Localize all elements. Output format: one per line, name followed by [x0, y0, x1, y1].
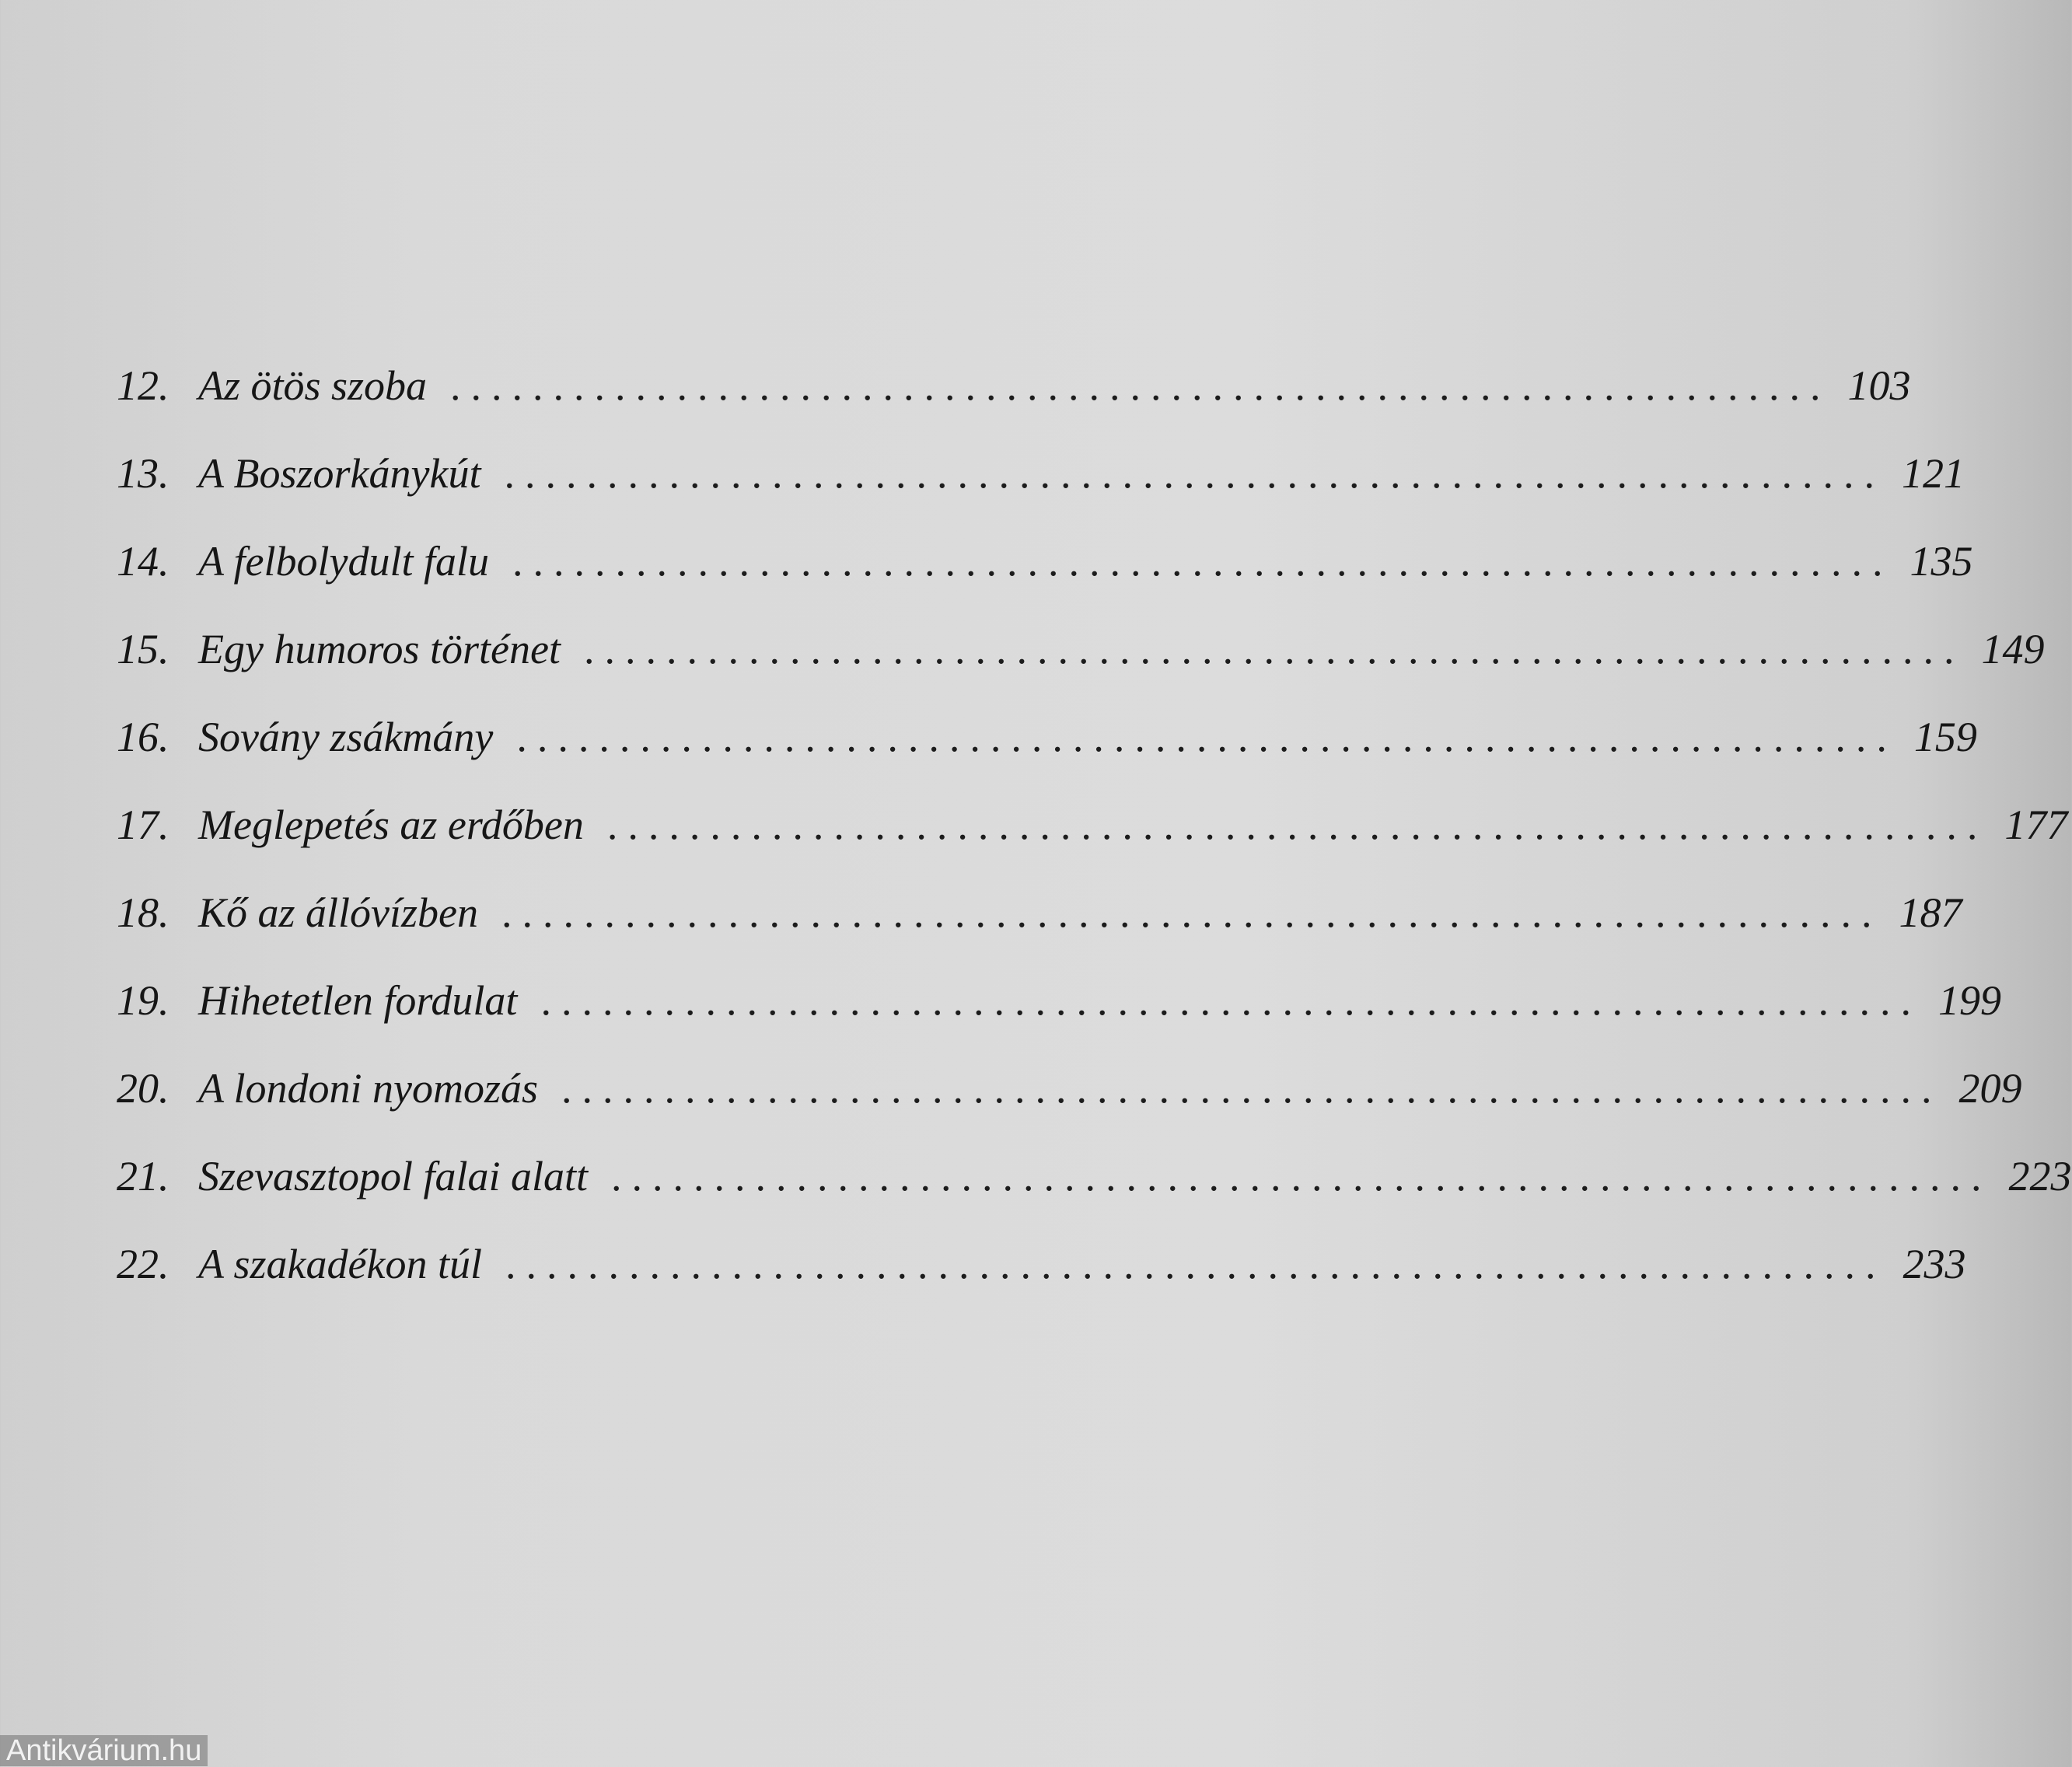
toc-row [117, 430, 1965, 518]
chapter-title: A londoni nyomozás [198, 1065, 539, 1112]
chapter-title: Egy humoros történet [198, 626, 561, 672]
page-number: 233 [1903, 1241, 1966, 1287]
chapter-number: 22. [117, 1241, 169, 1287]
toc-row [117, 1220, 1966, 1308]
chapter-number: 21. [117, 1153, 169, 1200]
dot-leader: ................................................................... [504, 450, 1885, 497]
toc-row [117, 342, 1911, 430]
chapter-title: A szakadékon túl [198, 1241, 482, 1287]
toc-row [117, 1045, 2022, 1133]
chapter-number: 19. [117, 977, 169, 1024]
toc-row [117, 1133, 2072, 1220]
dot-leader: ................................................................... [505, 1241, 1886, 1287]
chapter-number: 20. [117, 1065, 169, 1112]
chapter-title: Meglepetés az erdőben [198, 801, 584, 848]
page-number: 199 [1937, 977, 2001, 1024]
dot-leader: ................................................................... [516, 714, 1897, 760]
page-number: 159 [1913, 714, 1977, 760]
chapter-title: Kő az állóvízben [198, 889, 478, 936]
page-number: 187 [1899, 889, 1962, 936]
page-number: 135 [1910, 538, 1973, 585]
chapter-number: 15. [117, 626, 169, 672]
chapter-title: Az ötös szoba [198, 362, 428, 409]
chapter-title: A felbolydult falu [198, 538, 489, 585]
page-number: 177 [2004, 801, 2068, 848]
toc-row [117, 518, 1973, 606]
page-number: 223 [2008, 1153, 2072, 1200]
dot-leader: ................................................................... [561, 1065, 1942, 1112]
dot-leader: ................................................................... [450, 362, 1831, 409]
dot-leader: ................................................................... [512, 538, 1893, 585]
chapter-number: 17. [117, 801, 169, 848]
dot-leader: ................................................................... [540, 977, 1921, 1024]
toc-row [117, 693, 1977, 781]
chapter-title: Sovány zsákmány [198, 714, 494, 760]
toc-row [117, 957, 2001, 1045]
toc-row [117, 606, 2045, 693]
chapter-number: 18. [117, 889, 169, 936]
chapter-title: A Boszorkánykút [198, 450, 481, 497]
chapter-title: Szevasztopol falai alatt [198, 1153, 589, 1200]
dot-leader: ................................................................... [583, 626, 1965, 672]
page-number: 209 [1958, 1065, 2022, 1112]
toc-row [117, 781, 2068, 869]
page-number: 103 [1847, 362, 1911, 409]
dot-leader: ................................................................... [501, 889, 1882, 936]
page-number: 149 [1981, 626, 2045, 672]
page-number: 121 [1901, 450, 1965, 497]
table-of-contents [117, 342, 2072, 1308]
chapter-number: 14. [117, 538, 169, 585]
chapter-title: Hihetetlen fordulat [198, 977, 518, 1024]
toc-row [117, 869, 1962, 957]
dot-leader: ................................................................... [611, 1153, 1992, 1200]
watermark-text: Antikvárium.hu [0, 1735, 208, 1766]
chapter-number: 13. [117, 450, 169, 497]
chapter-number: 16. [117, 714, 169, 760]
dot-leader: ................................................................... [606, 801, 1988, 848]
chapter-number: 12. [117, 362, 169, 409]
